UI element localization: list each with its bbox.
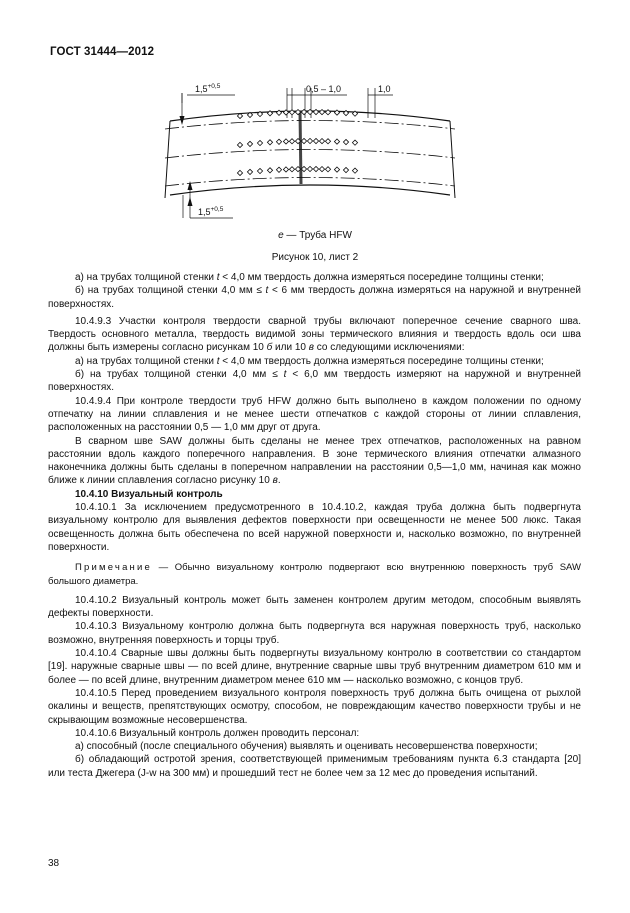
hardness-indent-marker [247,141,252,146]
hardness-indent-marker [283,110,288,115]
hardness-indent-marker [319,110,324,115]
hardness-indent-marker [325,139,330,144]
dim-left-bottom: 1,5 [198,207,211,217]
paragraph: б) на трубах толщиной стенки 4,0 мм ≤ t < 6,0 мм твердость измеряют на наружной и внутренней поверхностях. [48,369,581,394]
hardness-indent-marker [334,167,339,172]
inner-surface-arc [170,185,450,195]
right-end-line [450,121,455,198]
paragraph: 10.4.9.3 Участки контроля твердости сварной трубы включают поперечное сечение сварного шва. Твердость основного металла, твердость видимой зоны термического влияния и твердость вдоль оси шва должны быть измерены согласно рисункам 10 б или 10 в со следующими исключениями: [48,315,581,354]
page-number: 38 [48,858,60,869]
hardness-indent-marker [301,109,306,114]
hardness-indent-marker [283,139,288,144]
traverse-line-middle [165,150,455,159]
hardness-indent-marker [237,170,242,175]
figure-caption: Рисунок 10, лист 2 [271,252,359,263]
paragraph: 10.4.10.4 Сварные швы должны быть подвергнуты визуальному контролю в соответствии со стандартом [19]. наружные сварные швы — по всей длине, внутренние сварные швы труб внутренним диаметром 610 мм и более — по всей длине, внутренним диаметром менее 610 мм — насколько возможно, с концов труб. [48,648,581,686]
note: Примечание — Обычно визуальному контролю подвергают всю внутреннюю поверхность труб SAW большого диаметра. [48,562,581,587]
dim-right: 1,0 [378,84,391,94]
hardness-indent-marker [325,110,330,115]
fusion-line [300,111,301,184]
svg-text:1,5+0,5 [198,206,224,217]
paragraph: 10.4.10.2 Визуальный контроль может быть заменен контролем другим методом, способным выявлять дефекты поверхности. [48,594,581,620]
hardness-indent-marker [352,168,357,173]
paragraph: 10.4.10.5 Перед проведением визуального контроля поверхность труб должна быть очищена от рыхлой окалины и веществ, препятствующих осмотру, способом, не повреждающим качество поверхности трубы и не скрывающим возможные несовершенства. [48,687,581,726]
hardness-indent-marker [343,167,348,172]
document-header: ГОСТ 31444—2012 [50,46,155,58]
dim-center: 0,5 – 1,0 [306,84,342,94]
svg-text:1,5+0,5 [195,83,221,94]
paragraph: 10.4.9.4 При контроле твердости труб HFW должно быть выполнено в каждом положении по одному отпечатку на линии сплавления и не менее шести отпечатков с каждой стороны от линии сплавления, расположенных на расстоянии 0,5 — 1,0 мм друг от друга. [48,395,581,434]
left-end-line [165,121,170,198]
hardness-indent-marker [313,138,318,143]
paragraph: а) способный (после специального обучения) выявлять и оценивать несовершенства поверхности; [75,741,538,753]
hardness-indent-marker [307,109,312,114]
hfw-hardness-figure [0,0,630,240]
hardness-indent-marker [276,139,281,144]
hardness-indent-marker [319,139,324,144]
hardness-indent-marker [289,167,294,172]
hardness-indent-marker [283,167,288,172]
paragraph: 10.4.10.3 Визуальному контролю должна быть подвергнута вся наружная поверхность труб, насколько возможно, внутренняя поверхность и торцы труб. [48,621,581,646]
hardness-indent-marker [313,166,318,171]
dim-left-top: 1,5 [195,84,208,94]
hardness-indent-marker [289,110,294,115]
hardness-indent-marker [334,139,339,144]
hardness-indent-marker [307,166,312,171]
hardness-indent-marker [343,139,348,144]
section-heading: 10.4.10 Визуальный контроль [75,488,223,500]
hardness-indent-marker [319,167,324,172]
hardness-indent-marker [267,168,272,173]
hardness-indent-marker [307,138,312,143]
hardness-indent-marker [237,142,242,147]
hardness-indent-marker [257,140,262,145]
hardness-indent-marker [352,140,357,145]
paragraph: а) на трубах толщиной стенки t < 4,0 мм твердость должна измеряться посередине толщины стенки; [75,272,544,283]
hardness-indent-marker [289,139,294,144]
paragraph: б) на трубах толщиной стенки 4,0 мм ≤ t < 6 мм твердость должна измеряться на наружной и внутренней поверхностях. [48,285,581,310]
hardness-indent-marker [257,168,262,173]
figure-subcaption: е — Труба HFW [278,230,352,241]
hardness-indent-marker [313,109,318,114]
body-text [48,271,581,780]
traverse-line-top [165,121,455,130]
dim-left-bottom-tolerance: +0,5 [210,206,224,213]
paragraph: 10.4.10.1 За исключением предусмотренного в 10.4.10.2, каждая труба должна быть подвергнута визуальному контролю для выявления дефектов поверхности при освещенности не менее 500 люкс. Такая освещенность должна быть обеспечена по всей наружной поверхности и, насколько возможно, по внутренней поверхности. [48,502,581,553]
dim-left-top-tolerance: +0,5 [207,83,221,90]
paragraph: 10.4.10.6 Визуальный контроль должен проводить персонал: [75,727,360,739]
paragraph: б) обладающий остротой зрения, соответствующей применимым требованиям пункта 6.3 стандарта [20] или теста Джегера (J-w на 300 мм) и прошедший тест не более чем за 12 мес до проведения испытаний. [48,754,581,779]
hardness-indent-marker [247,169,252,174]
hardness-indent-marker [301,138,306,143]
paragraph: а) на трубах толщиной стенки t < 4,0 мм твердость должна измеряться посередине толщины стенки; [75,355,544,367]
hardness-indent-marker [325,167,330,172]
hardness-indent-marker [276,167,281,172]
hardness-indent-marker [267,140,272,145]
paragraph: В сварном шве SAW должны быть сделаны не менее трех отпечатков, расположенных на равном расстоянии вдоль каждого поперечного направления. В зоне термического влияния отпечатки алмазного наконечника должны быть сделаны в поперечном направлении на расстоянии 0,5—1,0 мм, начиная как можно ближе к линии сплавления согласно рисунку 10 в. [48,435,581,487]
